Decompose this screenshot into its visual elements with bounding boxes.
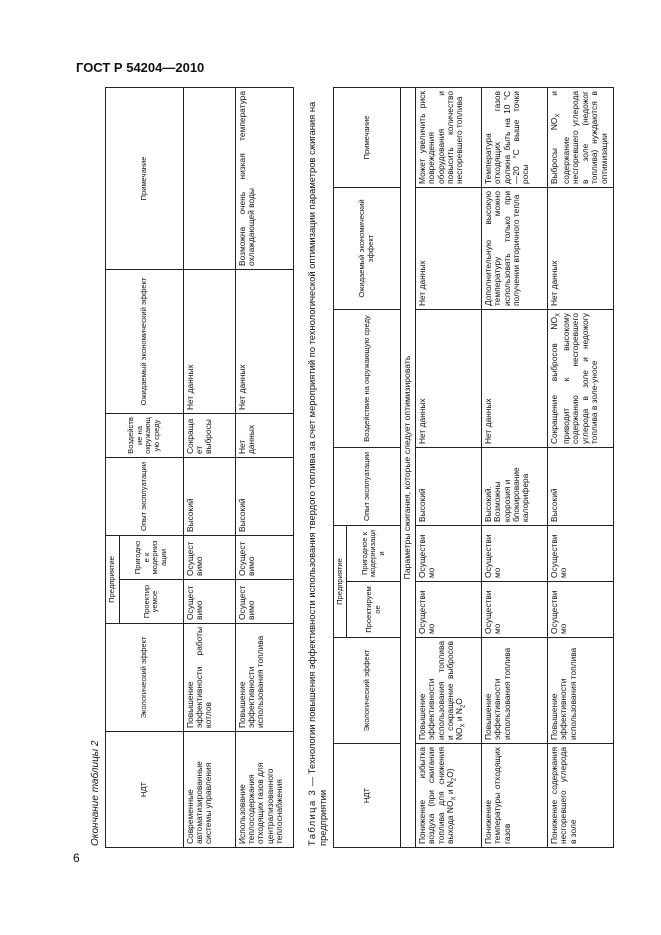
t3-r2-note: Температура отходящих газов должна быть на 10 °C—20 °C выше точки росы [481, 88, 547, 188]
table3-rotated-block [306, 88, 609, 848]
t2-header-env: Воздействие на окружающую среду [106, 414, 184, 458]
t2-r2-note: Возможна очень низкая температура охлаждающей воды [235, 88, 293, 270]
t2-r1-note [183, 88, 235, 270]
table3-caption [306, 88, 329, 846]
t3-r2-env: Нет данных [481, 310, 547, 448]
t3-r3-env: Сокращение выбросов $NO_X$ приводит к высокому содержанию несгоревшего углерода в золе и недожогу топлива в золе-уносе [547, 310, 613, 448]
t3-section-title: Параметры сжигания, которые следует оптимизировать [401, 88, 416, 848]
table-row [547, 88, 613, 848]
t3-header-env: Воздействие на окружающую среду [333, 310, 401, 448]
t2-r2-ndt: Использование теплосодержания отходящих газов для централизованного теплоснабжения [235, 732, 293, 848]
table-row [481, 88, 547, 848]
t3-header-experience: Опыт эксплуатации [333, 448, 401, 526]
table2-rotated-block [90, 88, 290, 848]
t2-r2-env: Нет данных [235, 414, 293, 458]
t2-r1-economic: Нет данных [183, 270, 235, 414]
t3-header-designed: Проектируемое [347, 582, 401, 638]
t3-section-row [401, 88, 416, 848]
t2-r2-economic: Нет данных [235, 270, 293, 414]
table2 [105, 87, 294, 848]
t3-header-eco: Экологический эффект [333, 638, 401, 744]
t3-r1-economic: Нет данных [415, 188, 481, 310]
t3-r3-experience: Высокий [547, 448, 613, 526]
t3-r3-note: Выбросы $NO_X$ и содержание несгоревшего углерода в золе (недожог топлива) нуждаются в оптимизации [547, 88, 613, 188]
t3-r3-eco: Повышение эффективности использования топлива [547, 638, 613, 744]
t2-header-ndt: НДТ [106, 732, 184, 848]
t3-r1-modern: Осуществимо [415, 526, 481, 582]
table3-caption-label: Таблица 3 [306, 788, 317, 846]
t3-r1-ndt: Понижение избытка воздуха (при сжигании топлива для снижения выхода $NO_X$ и $N_2O$) [415, 744, 481, 848]
t3-r2-designed: Осуществимо [481, 582, 547, 638]
t2-r2-modern: Осуществимо [235, 536, 293, 580]
t2-r2-experience: Высокий [235, 458, 293, 536]
table-row [183, 88, 235, 848]
t2-header-note: Примечание [106, 88, 184, 270]
t3-r2-eco: Повышение эффективности использования топлива [481, 638, 547, 744]
t2-r2-eco: Повышение эффективности использования топлива [235, 624, 293, 732]
table-row [415, 88, 481, 848]
t3-r2-ndt: Понижение температуры отходящих газов [481, 744, 547, 848]
t3-r1-experience: Высокий [415, 448, 481, 526]
t3-header-modern: Пригодное к модернизации [347, 526, 401, 582]
t3-r1-note: Может увеличить риск повреждения оборудования и повысить количество несгоревшего топлива [415, 88, 481, 188]
t2-r1-env: Сокращает выбросы [183, 414, 235, 458]
t2-header-designed: Проектируемое [119, 580, 183, 624]
t2-header-enterprise: Предприятие [106, 536, 120, 624]
t2-r1-designed: Осуществимо [183, 580, 235, 624]
t2-header-experience: Опыт эксплуатации [106, 458, 184, 536]
t2-header-eco: Экологический эффект [106, 624, 184, 732]
table2-caption: Окончание таблицы 2 [90, 740, 101, 846]
table3-caption-text: — Технологии повышения эффективности использования твердого топлива за счет мероприятий по технологической оптимизации параметров сжигания на предприятии [306, 101, 329, 846]
table3 [333, 87, 614, 848]
t3-r3-ndt: Понижение содержания несгоревшего углерода в золе [547, 744, 613, 848]
t2-r1-modern: Осуществимо [183, 536, 235, 580]
t3-r2-experience: Высокий. Возможны коррозия и блокирование калорифера [481, 448, 547, 526]
t3-r1-eco: Повышение эффективности использования топлива и сокращение выбросов $NO_X$ и $N_2O$ [415, 638, 481, 744]
t3-header-economic: Ожидаемый экономический эффект [333, 188, 401, 310]
t2-r1-eco: Повышение эффективности работы котлов [183, 624, 235, 732]
t3-r1-designed: Осуществимо [415, 582, 481, 638]
t2-r2-designed: Осуществимо [235, 580, 293, 624]
table-row [235, 88, 293, 848]
t2-r1-experience: Высокий [183, 458, 235, 536]
t2-header-economic: Ожидаемый экономический эффект [106, 270, 184, 414]
t3-header-ndt: НДТ [333, 744, 401, 848]
document-header: ГОСТ Р 54204—2010 [76, 60, 205, 75]
t3-r3-modern: Осуществимо [547, 526, 613, 582]
t3-r2-modern: Осуществимо [481, 526, 547, 582]
t3-r3-designed: Осуществимо [547, 582, 613, 638]
t2-header-modern: Пригодное к модернизации [119, 536, 183, 580]
t3-r3-economic: Нет данных [547, 188, 613, 310]
t3-r2-economic: Дополнительную высокую температуру можно использовать только при получении вторичного тепла [481, 188, 547, 310]
t3-header-enterprise: Предприятие [333, 526, 347, 638]
page-number: 6 [73, 851, 80, 865]
t2-r1-ndt: Современные автоматизированные системы управления [183, 732, 235, 848]
t3-r1-env: Нет данных [415, 310, 481, 448]
t3-header-note: Примечание [333, 88, 401, 188]
